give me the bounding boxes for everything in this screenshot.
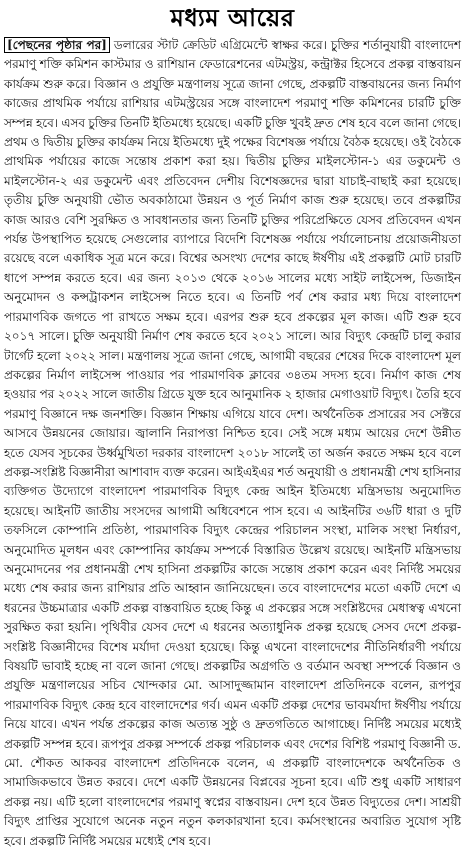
article-text: ডলারের স্টাট ক্রেডিট এগ্রিমেন্টে স্বাক্ষর করে। চুক্তির শর্তানুযায়ী বাংলাদেশ পরমাণু শক্তি কমিশন কাস্টমার ও রাশিয়ান ফেডারেশনের এটমস্ট্রয়, কন্ট্রাক্টর হিসেবে প্রকল্প বাস্তবায়ন কার্যক্রম শুরু করে। বিজ্ঞান ও প্রযুক্তি মন্ত্রণালয় সূত্রে জানা গেছে, প্রকল্পটি বাস্তবায়নের জন্য নির্মাণ কাজের প্রাথমিক পর্যায়ে রাশিয়ার এটমস্ট্রয়ের সঙ্গে বাংলাদেশ পরমাণু শক্তি কমিশনের চারটি চুক্তি সম্পন্ন হবে। এসব চুক্তির তিনটি ইতিমধ্যে হয়েছে। একটি চুক্তি খুবই দ্রুত শেষ হবে বলে জানা গেছে। প্রথম ও দ্বিতীয় চুক্তির কার্যক্রম নিয়ে ইতিমধ্যে দুই পক্ষের বিশেষজ্ঞ পর্যায়ে বৈঠক হয়েছে। ওই বৈঠকে প্রাথমিক পর্যায়ের কাজে সন্তোষ প্রকাশ করা হয়। দ্বিতীয় চুক্তির মাইলস্টোন-১ এর ডকুমেন্ট ও মাইলস্টোন-২ এর ডকুমেন্ট এবং প্রতিবেদন দেশীয় বিশেষজ্ঞদের দ্বারা যাচাই-বাছাই করা হয়েছে। তৃতীয় চুক্তি অনুযায়ী ভৌত অবকাঠামো উন্নয়ন ও পূর্ত নির্মাণ কাজ শুরু হয়েছে। তবে প্রকল্পটির কাজ আরও বেশি সুরক্ষিত ও সাবধানতার জন্য তিনটি চুক্তির পরিপ্রেক্ষিতে যেসব প্রতিবেদন এখন পর্যন্ত উপস্থাপিত হয়েছে সেগুলোর ব্যাপারে বিদেশি বিশেষজ্ঞ পর্যায়ে পর্যালোচনায় প্রয়োজনীয়তা রয়েছে বলে একাধিক সূত্র মনে করে। বিশ্বের অসংখ্য দেশের কাছে ঈর্ষণীয় এই প্রকল্পটি মোট চারটি ধাপে সম্পন্ন করতে হবে। এর জন্য ২০১৩ থেকে ২০১৬ সালের মধ্যে সাইট লাইসেন্স, ডিজাইন অনুমোদন ও কন্সট্রাকশন লাইসেন্স নিতে হবে। এ তিনটি পর্ব শেষ করার মধ্য দিয়ে বাংলাদেশ পারমাণবিক জগতে পা রাখতে সক্ষম হবে। এরপর শুরু হবে প্রকল্পের মূল কাজ। এটি শুরু হবে ২০১৭ সালে। চুক্তি অনুযায়ী নির্মাণ শেষ করতে হবে ২০২১ সালে। আর বিদ্যুৎ কেন্দ্রটি চালু করার টার্গেট হলো ২০২২ সাল। মন্ত্রণালয় সূত্রে জানা গেছে, আগামী বছরের শেষের দিকে বাংলাদেশ মূল প্রকল্পের নির্মাণ লাইসেন্স পাওয়ার পর পারমাণবিক ক্লাবের ৩৪তম সদস্য হবে। নির্মাণ কাজ শেষ হওয়ার পর ২০২২ সালে জাতীয় গ্রিডে যুক্ত হবে আনুমানিক ২ হাজার মেগাওয়াট বিদ্যুৎ। তৈরি হবে পরমাণু বিজ্ঞানে দক্ষ জনশক্তি। বিজ্ঞান শিক্ষায় এগিয়ে যাবে দেশ। অর্থনৈতিক প্রসারের সব সেক্টরে আসবে উন্নয়নের জোয়ার। জ্বালানি নিরাপত্তা নিশ্চিত হবে। সেই সঙ্গে মধ্যম আয়ের দেশে উন্নীত হতে যেসব সূচকের উর্ধ্বমুখিতা দরকার বাংলাদেশ ২০১৮ সালেই তা অর্জন করতে সক্ষম হবে বলে প্রকল্প-সংশ্লিষ্ট বিজ্ঞানীরা আশাবাদ ব্যক্ত করেন। আইএইএর শর্ত অনুযায়ী ও প্রধানমন্ত্রী শেখ হাসিনার ব্যক্তিগত উদ্যোগে বাংলাদেশ পারমাণবিক বিদ্যুৎ কেন্দ্র আইন ইতিমধ্যে মন্ত্রিসভায় অনুমোদিত হয়েছে। আইনটি জাতীয় সংসদের আগামী অধিবেশনে পাস হবে। এ আইনটির ৩৬টি ধারা ও দুটি তফসিলে কোম্পানি প্রতিষ্ঠা, পারমাণবিক বিদ্যুৎ কেন্দ্রের পরিচালন সংস্থা, মালিক সংস্থা নির্ধারণ, অনুমোদিত মূলধন এবং কোম্পানির কার্যক্রম সম্পর্কে বিস্তারিত উল্লেখ রয়েছে। আইনটি মন্ত্রিসভায় অনুমোদনের পর প্রধানমন্ত্রী শেখ হাসিনা প্রকল্পটির কাজে সন্তোষ প্রকাশ করেন এবং নির্দিষ্ট সময়ের মধ্যে শেষ করার জন্য রাশিয়ার প্রতি আহ্বান জানিয়েছেন। তবে বাংলাদেশের মতো একটি দেশে এ ধরনের উচ্চমাত্রার একটি প্রকল্প বাস্তবায়িত হচ্ছে কিন্তু এ প্রকল্পের সঙ্গে সংশ্লিষ্টদের মেধাস্বত্ব এখনো সুরক্ষিত করা হয়নি। পৃথিবীর যেসব দেশে এ ধরনের অত্যাধুনিক প্রকল্প হয়েছে সেসব দেশে প্রকল্প-সংশ্লিষ্ট বিজ্ঞানীদের বিশেষ মর্যাদা দেওয়া হয়েছে। কিন্তু এখনো বাংলাদেশের নীতিনির্ধারণী পর্যায়ে বিষয়টি ভাবাই হচ্ছে না বলে জানা গেছে। প্রকল্পটির অগ্রগতি ও বর্তমান অবস্থা সম্পর্কে বিজ্ঞান ও প্রযুক্তি মন্ত্রণালয়ের সচিব খোন্দকার মো. আসাদুজ্জামান বাংলাদেশ প্রতিদিনকে বলেন, রূপপুর পারমাণবিক বিদ্যুৎ কেন্দ্র হবে বাংলাদেশের গর্ব। এমন একটি প্রকল্প দেশের ভাবমর্যাদা ঈর্ষণীয় পর্যায়ে নিয়ে যাবে। এখন পর্যন্ত প্রকল্পের কাজ অত্যন্ত সুষ্ঠু ও দ্রুতগতিতে আগাচ্ছে। নির্দিষ্ট সময়ের মধ্যেই প্রকল্পটি সম্পন্ন হবে। রূপপুর প্রকল্প সম্পর্কে প্রকল্প পরিচালক এবং দেশের বিশিষ্ট পরমাণু বিজ্ঞানী ড. মো. শৌকত আকবর বাংলাদেশ প্রতিদিনকে বলেন, এ প্রকল্পটি বাংলাদেশকে অর্থনৈতিক ও সামাজিকভাবে উন্নত করবে। দেশে একটি উন্নয়নের বিপ্লবের সূচনা হবে। এটি শুধু একটি সাধারণ প্রকল্প নয়। এটি হলো বাংলাদেশের পরমাণু স্বপ্নের বাস্তবায়ন। দেশ হবে উন্নত বিদ্যুতের দেশ। সাশ্রয়ী বিদ্যুৎ প্রাপ্তির সুযোগে অনেক নতুন নতুন কলকারখানা হবে। কর্মসংস্থানের অবারিত সুযোগ সৃষ্টি হবে। প্রকল্পটি নির্দিষ্ট সময়ের মধ্যেই শেষ হবে।	[4, 38, 461, 848]
continued-from-previous-page-tag: [পেছনের পৃষ্ঠার পর]	[4, 37, 110, 53]
headline: মধ্যম আয়ের	[170, 4, 295, 32]
article-body	[4, 36, 461, 851]
